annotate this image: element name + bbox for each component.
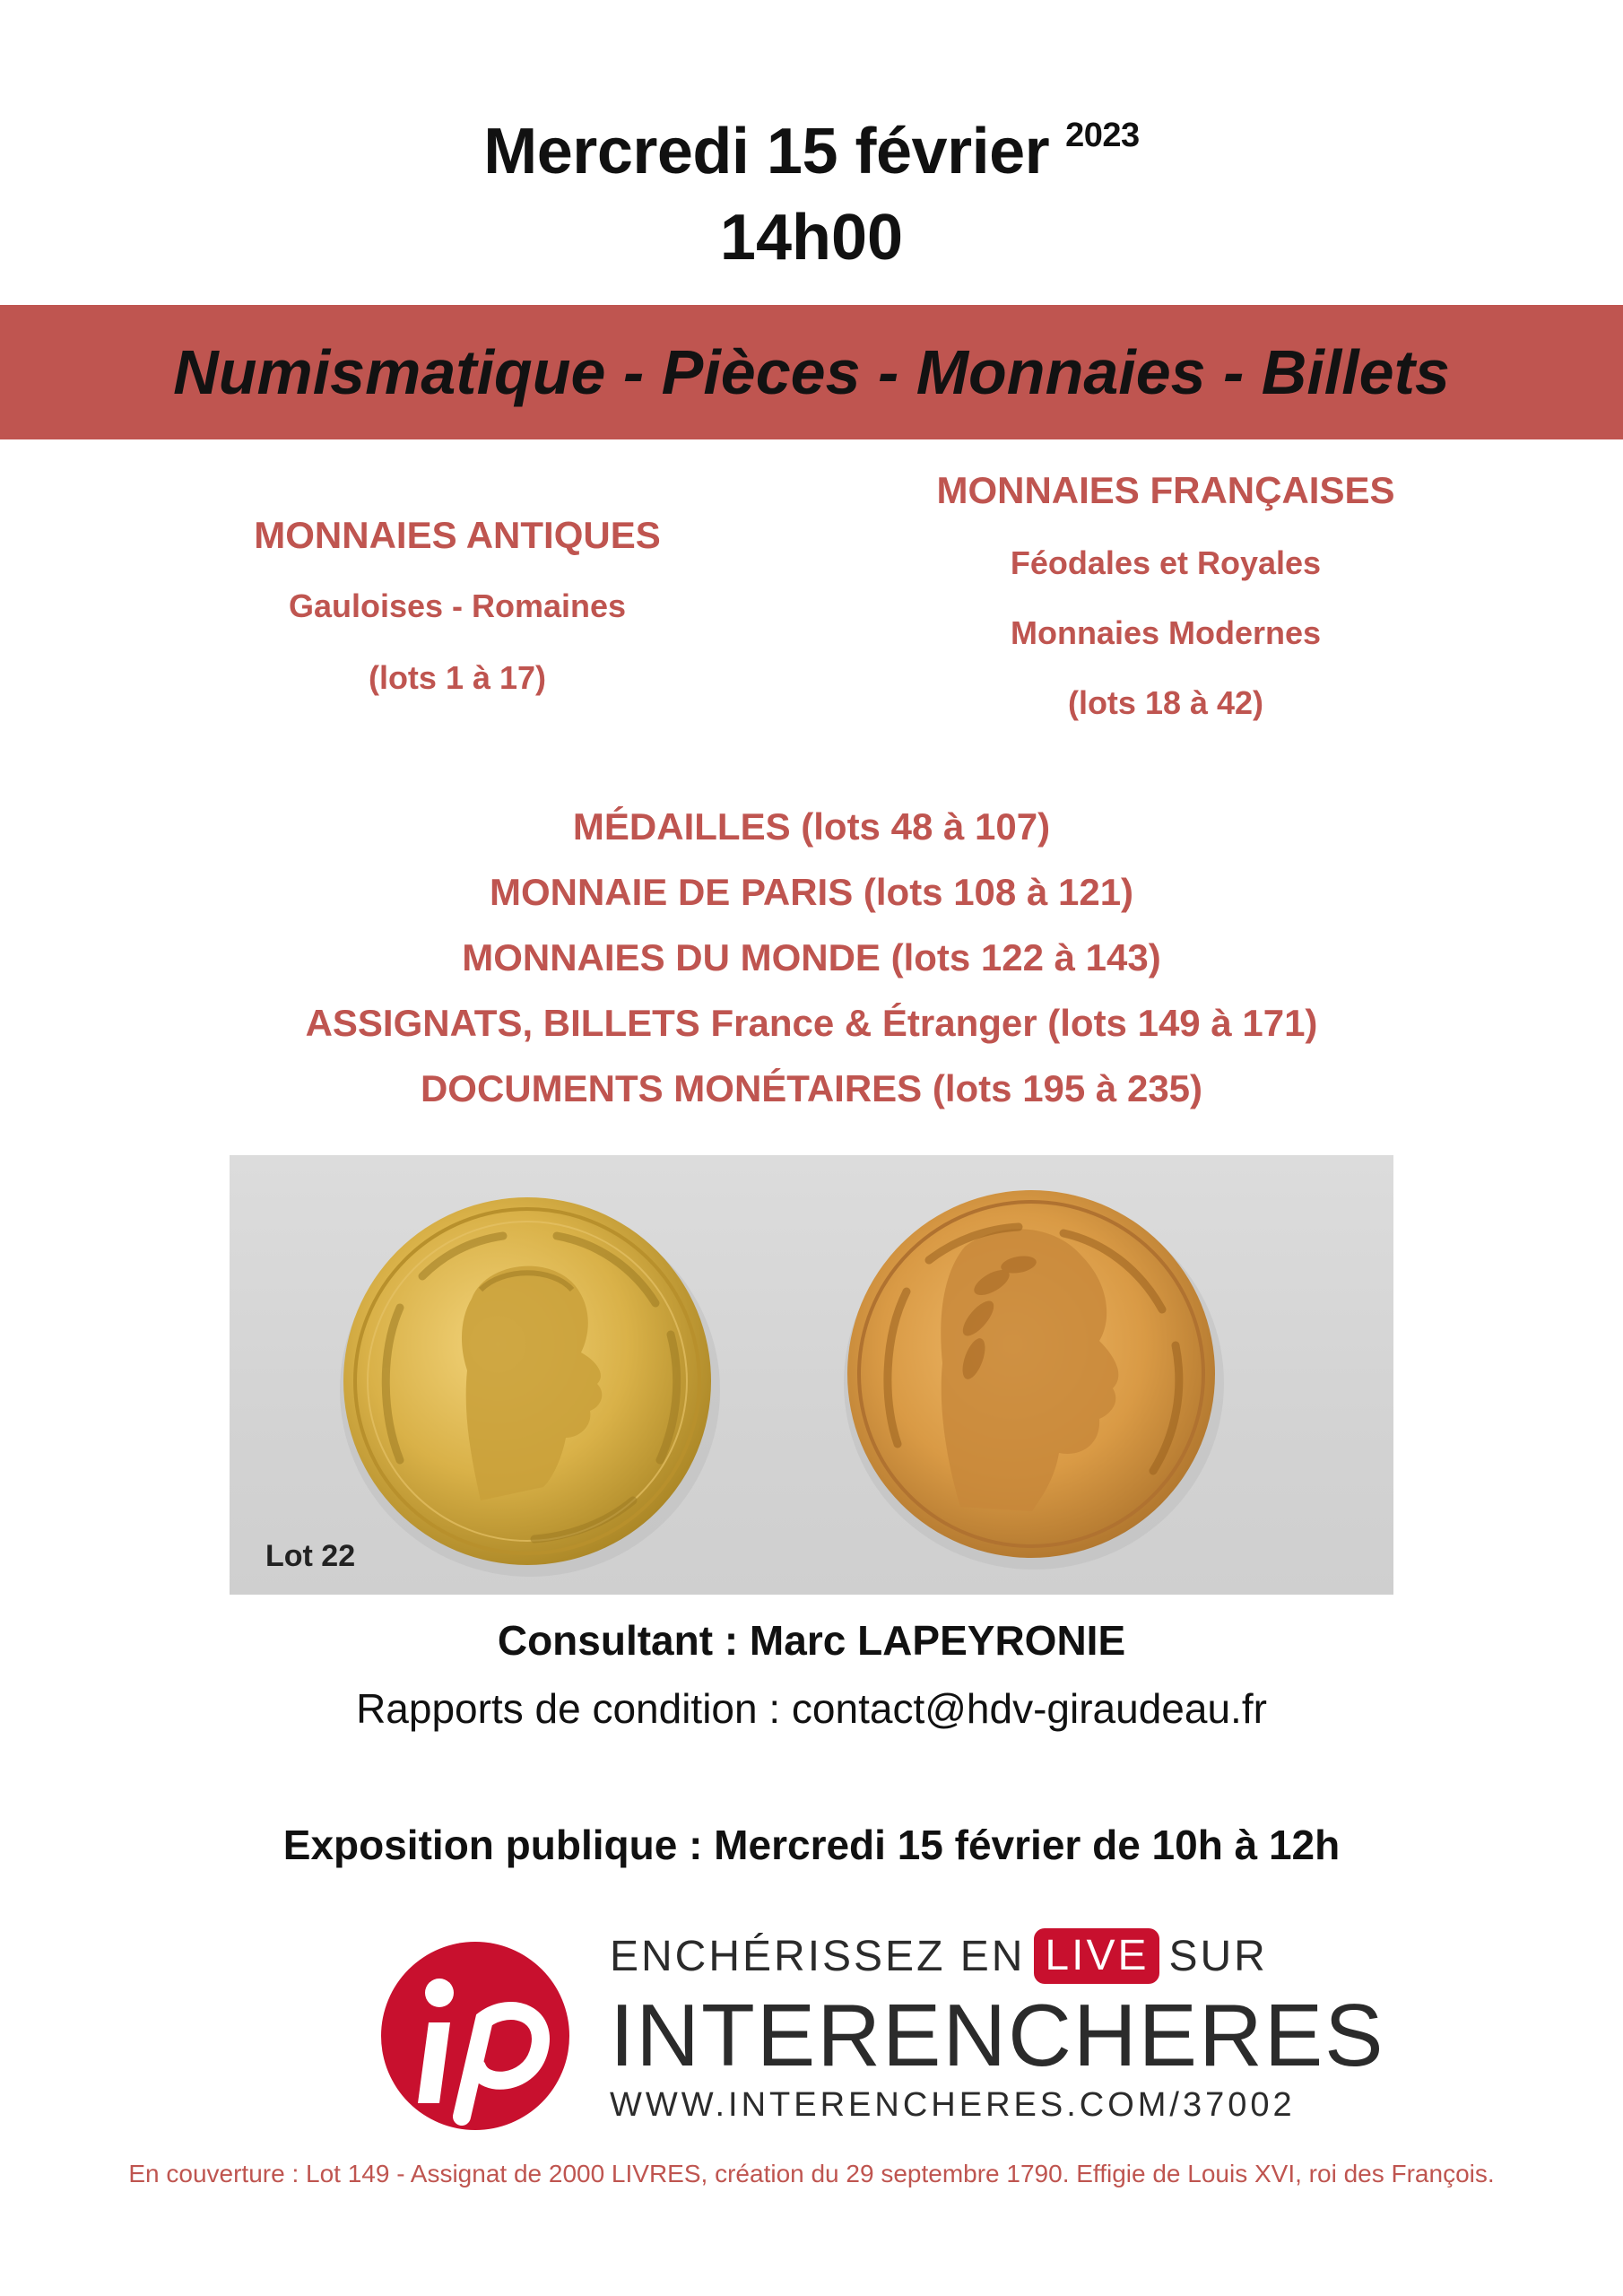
section-item-assignats-billets: ASSIGNATS, BILLETS France & Étranger (lots 149 à 171) — [305, 1002, 1318, 1044]
consultant-line: Consultant : Marc LAPEYRONIE — [497, 1617, 1126, 1664]
cover-caption: En couverture : Lot 149 - Assignat de 2000 LIVRES, création du 29 septembre 1790. Effigie de Louis XVI, roi des François. — [128, 2160, 1495, 2187]
interencheres-brand: INTERENCHERES — [610, 1986, 1385, 2084]
section-subtitle: Gauloises - Romaines — [288, 587, 627, 624]
coins-photo — [230, 1155, 1393, 1595]
auction-date-text: Mercredi 15 février — [483, 116, 1050, 187]
section-subtitle: Féodales et Royales — [1010, 544, 1322, 581]
section-item-monnaie-de-paris: MONNAIE DE PARIS (lots 108 à 121) — [489, 871, 1134, 913]
gold-coin-marianne-image — [839, 1184, 1225, 1570]
section-lots: (lots 1 à 17) — [368, 659, 547, 696]
live-bidding-line — [610, 1928, 1291, 1984]
condition-reports-line: Rapports de condition : contact@hdv-giraudeau.fr — [356, 1685, 1267, 1732]
section-lots: (lots 18 à 42) — [1067, 684, 1264, 721]
section-item-monnaies-du-monde: MONNAIES DU MONDE (lots 122 à 143) — [462, 936, 1161, 978]
photo-lot-label: Lot 22 — [265, 1539, 356, 1573]
section-item-medailles: MÉDAILLES (lots 48 à 107) — [572, 805, 1051, 848]
interencheres-url-link[interactable]: WWW.INTERENCHERES.COM/37002 — [610, 2086, 1296, 2124]
section-subtitle: Monnaies Modernes — [1010, 614, 1322, 651]
section-item-documents-monetaires: DOCUMENTS MONÉTAIRES (lots 195 à 235) — [420, 1067, 1203, 1109]
banner-title: Numismatique - Pièces - Monnaies - Billets — [173, 337, 1450, 407]
interencheres-promo[interactable] — [610, 1928, 1385, 2125]
auction-date — [0, 115, 1623, 188]
section-monnaies-antiques — [188, 511, 726, 700]
live-badge: LIVE — [1034, 1928, 1159, 1984]
section-heading: MONNAIES ANTIQUES — [254, 514, 661, 556]
interencheres-logo-icon[interactable] — [377, 1937, 574, 2135]
auction-time: 14h00 — [719, 202, 904, 274]
live-prefix: ENCHÉRISSEZ EN — [610, 1932, 1026, 1980]
auction-year: 2023 — [1065, 117, 1140, 154]
section-heading: MONNAIES FRANÇAISES — [936, 469, 1395, 511]
public-exhibition-line: Exposition publique : Mercredi 15 février de 10h à 12h — [282, 1822, 1341, 1868]
section-list — [0, 794, 1623, 1121]
live-suffix: SUR — [1168, 1932, 1268, 1980]
section-monnaies-francaises — [888, 466, 1444, 725]
gold-coin-napoleon-image — [337, 1191, 723, 1577]
title-banner — [0, 305, 1623, 439]
